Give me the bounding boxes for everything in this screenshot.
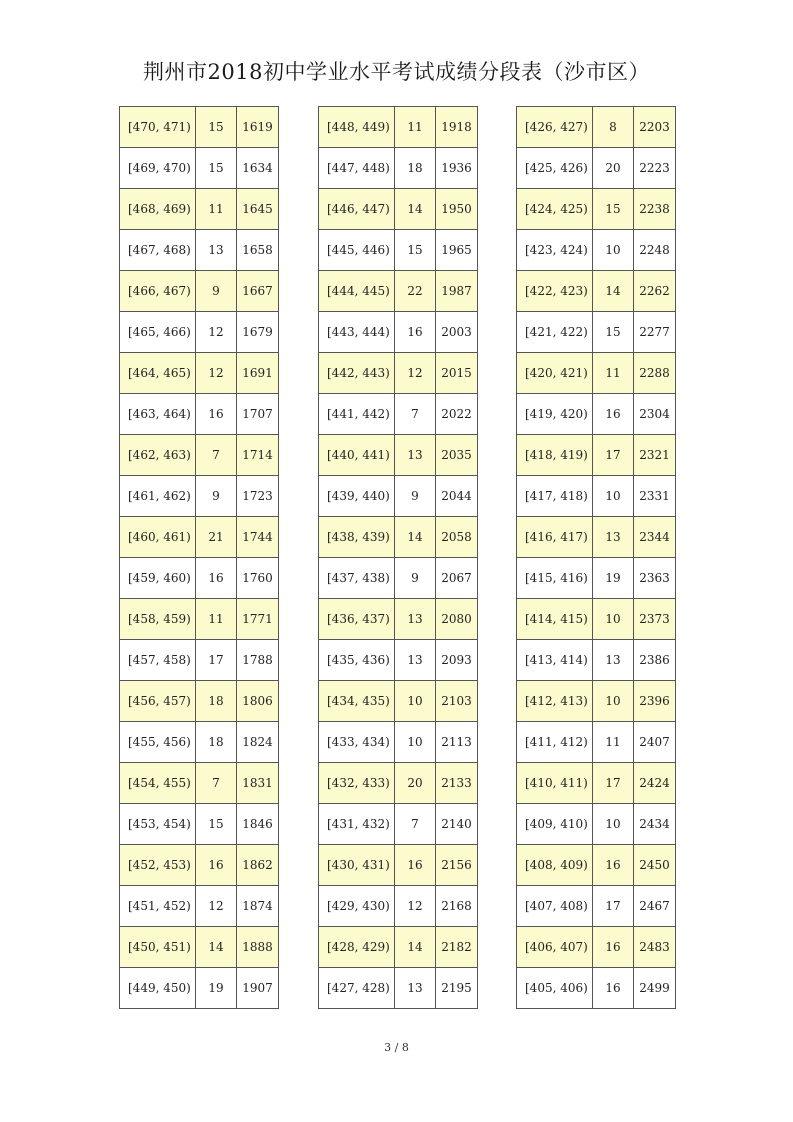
cumulative-cell: 2499 [634,968,676,1009]
cumulative-cell: 2344 [634,517,676,558]
count-cell: 14 [196,927,237,968]
table-row [517,804,676,845]
cumulative-cell: 2103 [436,681,478,722]
count-cell: 15 [395,230,436,271]
range-cell: [457, 458) [120,640,196,681]
count-cell: 10 [395,681,436,722]
table-row [517,312,676,353]
table-row [517,927,676,968]
table-row [120,763,279,804]
table-row [319,640,478,681]
range-cell: [424, 425) [517,189,593,230]
table-row [120,927,279,968]
count-cell: 22 [395,271,436,312]
range-cell: [450, 451) [120,927,196,968]
cumulative-cell: 1846 [237,804,279,845]
table-row [517,271,676,312]
range-cell: [467, 468) [120,230,196,271]
range-cell: [449, 450) [120,968,196,1009]
table-row [517,640,676,681]
count-cell: 13 [395,968,436,1009]
range-cell: [435, 436) [319,640,395,681]
cumulative-cell: 1771 [237,599,279,640]
count-cell: 10 [593,681,634,722]
cumulative-cell: 1619 [237,107,279,148]
table-row [120,681,279,722]
cumulative-cell: 1907 [237,968,279,1009]
table-row [517,148,676,189]
range-cell: [425, 426) [517,148,593,189]
table-row [319,927,478,968]
count-cell: 21 [196,517,237,558]
range-cell: [453, 454) [120,804,196,845]
cumulative-cell: 1824 [237,722,279,763]
count-cell: 16 [196,845,237,886]
table-row [517,599,676,640]
count-cell: 14 [395,927,436,968]
count-cell: 16 [395,845,436,886]
cumulative-cell: 1788 [237,640,279,681]
table-row [319,681,478,722]
table-row [120,230,279,271]
range-cell: [440, 441) [319,435,395,476]
table-row [120,312,279,353]
cumulative-cell: 2238 [634,189,676,230]
table-row [120,558,279,599]
range-cell: [420, 421) [517,353,593,394]
range-cell: [443, 444) [319,312,395,353]
count-cell: 16 [593,394,634,435]
table-row [319,148,478,189]
table-row [517,517,676,558]
count-cell: 10 [593,476,634,517]
cumulative-cell: 2450 [634,845,676,886]
cumulative-cell: 2434 [634,804,676,845]
count-cell: 15 [196,107,237,148]
count-cell: 19 [593,558,634,599]
range-cell: [452, 453) [120,845,196,886]
range-cell: [462, 463) [120,435,196,476]
table-row [319,517,478,558]
cumulative-cell: 2058 [436,517,478,558]
range-cell: [421, 422) [517,312,593,353]
page-title: 荆州市2018初中学业水平考试成绩分段表（沙市区） [143,60,650,84]
cumulative-cell: 1744 [237,517,279,558]
range-cell: [406, 407) [517,927,593,968]
count-cell: 20 [593,148,634,189]
count-cell: 10 [593,599,634,640]
count-cell: 20 [395,763,436,804]
range-cell: [432, 433) [319,763,395,804]
range-cell: [466, 467) [120,271,196,312]
range-cell: [412, 413) [517,681,593,722]
range-cell: [461, 462) [120,476,196,517]
cumulative-cell: 1658 [237,230,279,271]
count-cell: 9 [196,271,237,312]
cumulative-cell: 1723 [237,476,279,517]
table-row [120,189,279,230]
table-row [319,804,478,845]
count-cell: 15 [593,312,634,353]
count-cell: 11 [196,189,237,230]
range-cell: [405, 406) [517,968,593,1009]
table-row [319,599,478,640]
table-row [319,189,478,230]
count-cell: 14 [395,517,436,558]
range-cell: [445, 446) [319,230,395,271]
cumulative-cell: 1888 [237,927,279,968]
range-cell: [447, 448) [319,148,395,189]
count-cell: 18 [196,681,237,722]
cumulative-cell: 2022 [436,394,478,435]
cumulative-cell: 1634 [237,148,279,189]
range-cell: [446, 447) [319,189,395,230]
count-cell: 12 [196,353,237,394]
cumulative-cell: 1874 [237,886,279,927]
table-row [319,886,478,927]
cumulative-cell: 2321 [634,435,676,476]
range-cell: [430, 431) [319,845,395,886]
range-cell: [422, 423) [517,271,593,312]
range-cell: [411, 412) [517,722,593,763]
cumulative-cell: 2140 [436,804,478,845]
table-row [120,968,279,1009]
table-row [120,271,279,312]
table-row [517,722,676,763]
count-cell: 14 [395,189,436,230]
table-row [319,312,478,353]
table-row [120,517,279,558]
count-cell: 19 [196,968,237,1009]
table-row [319,968,478,1009]
cumulative-cell: 2133 [436,763,478,804]
count-cell: 17 [593,886,634,927]
count-cell: 16 [395,312,436,353]
count-cell: 13 [395,599,436,640]
table-row [319,230,478,271]
range-cell: [469, 470) [120,148,196,189]
count-cell: 13 [593,640,634,681]
count-cell: 16 [196,558,237,599]
range-cell: [448, 449) [319,107,395,148]
cumulative-cell: 2386 [634,640,676,681]
count-cell: 17 [196,640,237,681]
count-cell: 7 [196,435,237,476]
cumulative-cell: 1862 [237,845,279,886]
count-cell: 9 [395,476,436,517]
table-row [517,681,676,722]
count-cell: 13 [395,640,436,681]
range-cell: [419, 420) [517,394,593,435]
range-cell: [465, 466) [120,312,196,353]
table-row [120,599,279,640]
count-cell: 7 [395,394,436,435]
count-cell: 13 [593,517,634,558]
cumulative-cell: 2113 [436,722,478,763]
score-table-2 [318,106,478,1009]
range-cell: [463, 464) [120,394,196,435]
cumulative-cell: 2168 [436,886,478,927]
table-row [517,845,676,886]
cumulative-cell: 2363 [634,558,676,599]
range-cell: [416, 417) [517,517,593,558]
table-row [319,722,478,763]
table-row [120,640,279,681]
table-row [319,845,478,886]
range-cell: [433, 434) [319,722,395,763]
table-row [517,353,676,394]
range-cell: [460, 461) [120,517,196,558]
cumulative-cell: 2195 [436,968,478,1009]
cumulative-cell: 2262 [634,271,676,312]
count-cell: 17 [593,763,634,804]
cumulative-cell: 2182 [436,927,478,968]
range-cell: [458, 459) [120,599,196,640]
count-cell: 15 [196,148,237,189]
range-cell: [437, 438) [319,558,395,599]
cumulative-cell: 2288 [634,353,676,394]
count-cell: 16 [593,968,634,1009]
table-row [517,476,676,517]
range-cell: [434, 435) [319,681,395,722]
count-cell: 16 [196,394,237,435]
range-cell: [442, 443) [319,353,395,394]
range-cell: [436, 437) [319,599,395,640]
range-cell: [414, 415) [517,599,593,640]
range-cell: [439, 440) [319,476,395,517]
table-row [319,435,478,476]
range-cell: [454, 455) [120,763,196,804]
count-cell: 16 [593,927,634,968]
count-cell: 18 [395,148,436,189]
range-cell: [423, 424) [517,230,593,271]
cumulative-cell: 1950 [436,189,478,230]
cumulative-cell: 2093 [436,640,478,681]
range-cell: [455, 456) [120,722,196,763]
cumulative-cell: 2407 [634,722,676,763]
count-cell: 12 [196,886,237,927]
table-row [120,845,279,886]
cumulative-cell: 1679 [237,312,279,353]
score-table-3 [516,106,676,1009]
range-cell: [444, 445) [319,271,395,312]
cumulative-cell: 1806 [237,681,279,722]
range-cell: [417, 418) [517,476,593,517]
cumulative-cell: 1707 [237,394,279,435]
table-row [517,230,676,271]
count-cell: 10 [593,804,634,845]
count-cell: 11 [593,722,634,763]
table-row [120,107,279,148]
table-row [120,476,279,517]
count-cell: 11 [593,353,634,394]
range-cell: [427, 428) [319,968,395,1009]
table-row [120,435,279,476]
range-cell: [418, 419) [517,435,593,476]
cumulative-cell: 2156 [436,845,478,886]
cumulative-cell: 2467 [634,886,676,927]
count-cell: 10 [593,230,634,271]
count-cell: 9 [395,558,436,599]
count-cell: 15 [196,804,237,845]
cumulative-cell: 2223 [634,148,676,189]
range-cell: [426, 427) [517,107,593,148]
cumulative-cell: 2003 [436,312,478,353]
table-row [120,394,279,435]
cumulative-cell: 1645 [237,189,279,230]
table-row [517,394,676,435]
cumulative-cell: 2396 [634,681,676,722]
count-cell: 17 [593,435,634,476]
page-number: 3 / 8 [384,1041,409,1054]
count-cell: 9 [196,476,237,517]
table-row [120,804,279,845]
range-cell: [413, 414) [517,640,593,681]
cumulative-cell: 2304 [634,394,676,435]
cumulative-cell: 1714 [237,435,279,476]
cumulative-cell: 2067 [436,558,478,599]
range-cell: [438, 439) [319,517,395,558]
cumulative-cell: 1831 [237,763,279,804]
range-cell: [428, 429) [319,927,395,968]
count-cell: 10 [395,722,436,763]
count-cell: 18 [196,722,237,763]
range-cell: [470, 471) [120,107,196,148]
range-cell: [451, 452) [120,886,196,927]
count-cell: 8 [593,107,634,148]
count-cell: 7 [196,763,237,804]
count-cell: 7 [395,804,436,845]
cumulative-cell: 2483 [634,927,676,968]
table-row [319,271,478,312]
count-cell: 12 [395,353,436,394]
table-row [517,558,676,599]
table-row [120,886,279,927]
table-row [319,353,478,394]
cumulative-cell: 2080 [436,599,478,640]
cumulative-cell: 2015 [436,353,478,394]
score-table-1 [119,106,279,1009]
range-cell: [456, 457) [120,681,196,722]
range-cell: [459, 460) [120,558,196,599]
cumulative-cell: 2331 [634,476,676,517]
cumulative-cell: 1965 [436,230,478,271]
count-cell: 11 [196,599,237,640]
count-cell: 16 [593,845,634,886]
range-cell: [468, 469) [120,189,196,230]
count-cell: 14 [593,271,634,312]
cumulative-cell: 1918 [436,107,478,148]
range-cell: [441, 442) [319,394,395,435]
cumulative-cell: 1987 [436,271,478,312]
table-row [319,763,478,804]
count-cell: 15 [593,189,634,230]
table-row [319,107,478,148]
table-row [120,722,279,763]
range-cell: [431, 432) [319,804,395,845]
cumulative-cell: 1691 [237,353,279,394]
cumulative-cell: 2424 [634,763,676,804]
cumulative-cell: 2277 [634,312,676,353]
table-row [517,968,676,1009]
range-cell: [407, 408) [517,886,593,927]
table-row [319,558,478,599]
range-cell: [408, 409) [517,845,593,886]
table-row [517,107,676,148]
cumulative-cell: 2035 [436,435,478,476]
cumulative-cell: 2248 [634,230,676,271]
range-cell: [464, 465) [120,353,196,394]
table-row [517,189,676,230]
range-cell: [409, 410) [517,804,593,845]
count-cell: 13 [196,230,237,271]
cumulative-cell: 2373 [634,599,676,640]
cumulative-cell: 1760 [237,558,279,599]
table-row [120,353,279,394]
count-cell: 12 [395,886,436,927]
range-cell: [410, 411) [517,763,593,804]
table-row [319,476,478,517]
cumulative-cell: 2203 [634,107,676,148]
cumulative-cell: 2044 [436,476,478,517]
table-row [517,435,676,476]
range-cell: [429, 430) [319,886,395,927]
table-row [120,148,279,189]
count-cell: 13 [395,435,436,476]
range-cell: [415, 416) [517,558,593,599]
table-row [517,886,676,927]
table-row [517,763,676,804]
count-cell: 12 [196,312,237,353]
count-cell: 11 [395,107,436,148]
cumulative-cell: 1936 [436,148,478,189]
table-row [319,394,478,435]
cumulative-cell: 1667 [237,271,279,312]
